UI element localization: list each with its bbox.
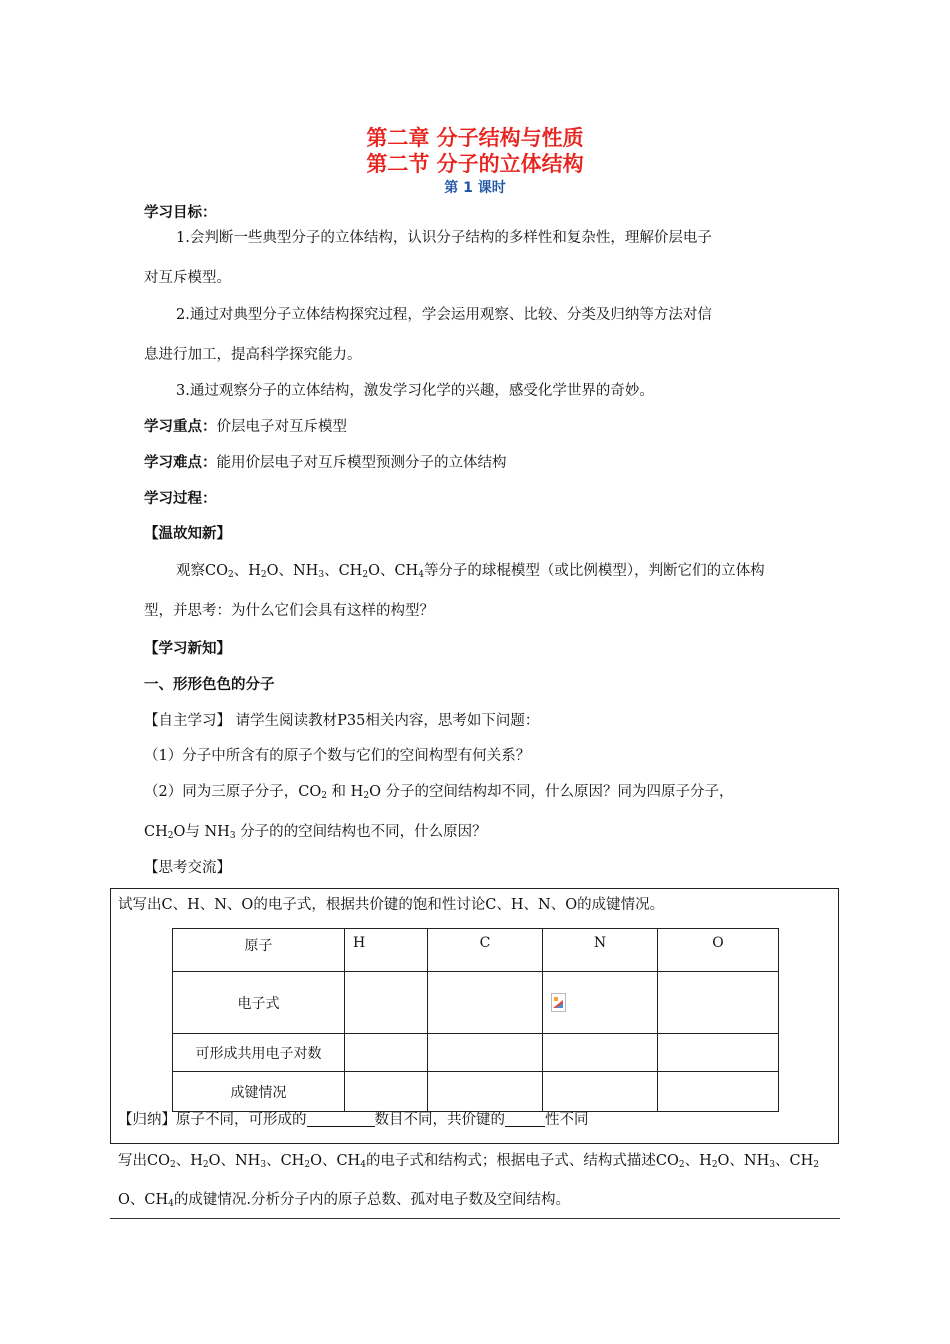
objective-3: 3.通过观察分子的立体结构，激发学习化学的兴趣，感受化学世界的奇妙。 (176, 383, 654, 399)
answer-cell[interactable] (543, 972, 658, 1034)
question-2-line1 (144, 782, 734, 802)
subscript: 2 (202, 1160, 209, 1170)
answer-cell[interactable] (543, 1034, 658, 1072)
footer-text: 写出CO (118, 1153, 170, 1169)
review-text: 观察CO (176, 563, 228, 579)
section-title: 第二节 分子的立体结构 (366, 152, 584, 176)
fill-blank[interactable] (307, 1110, 375, 1127)
question-text: 和 H (326, 784, 364, 800)
answer-cell[interactable] (658, 1034, 779, 1072)
electron-formula-table (172, 928, 779, 1112)
subscript: 4 (168, 1199, 174, 1209)
footer-line1 (118, 1151, 819, 1171)
answer-cell[interactable] (658, 972, 779, 1034)
broken-image-icon (551, 993, 566, 1012)
fill-blank[interactable] (505, 1110, 545, 1127)
question-text: O 分子的空间结构却不同，什么原因？同为四原子分子， (369, 784, 734, 800)
question-1: （1）分子中所含有的原子个数与它们的空间构型有何关系？ (144, 748, 531, 764)
subscript: 3 (260, 1160, 267, 1170)
objective-1-line1: 1.会判断一些典型分子的立体结构，认识分子结构的多样性和复杂性，理解价层电子 (176, 230, 712, 246)
review-line2: 型，并思考：为什么它们会具有这样的构型？ (144, 603, 434, 619)
review-text: O、NH (266, 563, 319, 579)
key-point (144, 417, 347, 437)
review-line1 (176, 561, 765, 581)
question-text: O与 NH (173, 824, 230, 840)
review-text: 等分子的球棍模型（或比例模型），判断它们的立体构 (423, 563, 765, 579)
header-cell: N (543, 929, 658, 972)
footer-text: 的电子式和结构式；根据电子式、结构式描述CO (365, 1153, 679, 1169)
header-cell: O (658, 929, 779, 972)
header-cell: H (345, 929, 428, 972)
summary-text: 数目不同，共价键的 (374, 1112, 505, 1128)
chapter-title: 第二章 分子结构与性质 (366, 126, 584, 150)
footer-text: 、H (684, 1153, 712, 1169)
subscript: 2 (321, 791, 327, 801)
subscript: 3 (229, 831, 236, 841)
answer-cell[interactable] (428, 1072, 543, 1112)
summary-line (118, 1110, 589, 1130)
subscript: 4 (418, 570, 424, 580)
answer-cell[interactable] (345, 1034, 428, 1072)
question-text: 分子的的空间结构也不同，什么原因？ (235, 824, 487, 840)
review-text: O、CH (368, 563, 419, 579)
subscript: 2 (260, 570, 267, 580)
footer-text: 的成键情况.分析分子内的原子总数、孤对电子数及空间结构。 (173, 1192, 570, 1208)
answer-cell[interactable] (345, 972, 428, 1034)
key-point-text: 价层电子对互斥模型 (216, 419, 347, 435)
subscript: 2 (167, 831, 174, 841)
discussion-heading: 【思考交流】 (144, 860, 231, 876)
exercise-instruction: 试写出C、H、N、O的电子式，根据共价键的饱和性讨论C、H、N、O的成键情况。 (118, 897, 665, 913)
part1-heading: 一、形形色色的分子 (144, 677, 275, 693)
objective-2-line1: 2.通过对典型分子立体结构探究过程，学会运用观察、比较、分类及归纳等方法对信 (176, 307, 712, 323)
difficulty-text: 能用价层电子对互斥模型预测分子的立体结构 (216, 455, 507, 471)
review-heading: 【温故知新】 (144, 526, 231, 542)
subscript: 2 (363, 791, 370, 801)
answer-cell[interactable] (543, 1072, 658, 1112)
lesson-number: 第 1 课时 (444, 180, 506, 196)
subscript: 2 (711, 1160, 718, 1170)
question-text: （2）同为三原子分子，CO (144, 784, 322, 800)
row-label: 可形成共用电子对数 (173, 1034, 345, 1072)
difficulty (144, 453, 507, 473)
answer-cell[interactable] (428, 1034, 543, 1072)
answer-cell[interactable] (345, 1072, 428, 1112)
review-text: 、CH (324, 563, 363, 579)
self-study-line: 【自主学习】 请学生阅读教材P35相关内容，思考如下问题： (144, 713, 540, 729)
question-2-line2 (144, 822, 487, 842)
footer-text: 、CH (266, 1153, 305, 1169)
header-cell: 原子 (173, 929, 345, 972)
row-label: 电子式 (173, 972, 345, 1034)
subscript: 3 (318, 570, 325, 580)
footer-text: 、H (175, 1153, 203, 1169)
header-cell: C (428, 929, 543, 972)
subscript: 4 (360, 1160, 366, 1170)
footer-text: O、NH (208, 1153, 261, 1169)
subscript: 2 (678, 1160, 685, 1170)
answer-cell[interactable] (658, 1072, 779, 1112)
objective-2-line2: 息进行加工，提高科学探究能力。 (144, 347, 362, 363)
process-heading: 学习过程： (144, 491, 217, 507)
row-label: 成键情况 (173, 1072, 345, 1112)
summary-text: 【归纳】原子不同，可形成的 (118, 1112, 307, 1128)
subscript: 2 (813, 1160, 819, 1170)
subscript: 2 (169, 1160, 176, 1170)
subscript: 2 (362, 570, 369, 580)
footer-line2 (118, 1190, 570, 1210)
subscript: 3 (769, 1160, 776, 1170)
footer-text: O、CH (310, 1153, 361, 1169)
objective-1-line2: 对互斥模型。 (144, 270, 231, 286)
review-text: 、H (233, 563, 261, 579)
divider-line (110, 1218, 840, 1219)
difficulty-label: 学习难点： (144, 455, 217, 471)
key-point-label: 学习重点： (144, 419, 217, 435)
answer-cell[interactable] (428, 972, 543, 1034)
footer-text: 、CH (775, 1153, 814, 1169)
summary-text: 性不同 (545, 1112, 589, 1128)
subscript: 2 (304, 1160, 311, 1170)
footer-text: O、NH (717, 1153, 770, 1169)
question-text: CH (144, 824, 168, 840)
objectives-heading: 学习目标： (144, 205, 217, 221)
subscript: 2 (227, 570, 234, 580)
new-knowledge-heading: 【学习新知】 (144, 641, 231, 657)
footer-text: O、CH (118, 1192, 169, 1208)
